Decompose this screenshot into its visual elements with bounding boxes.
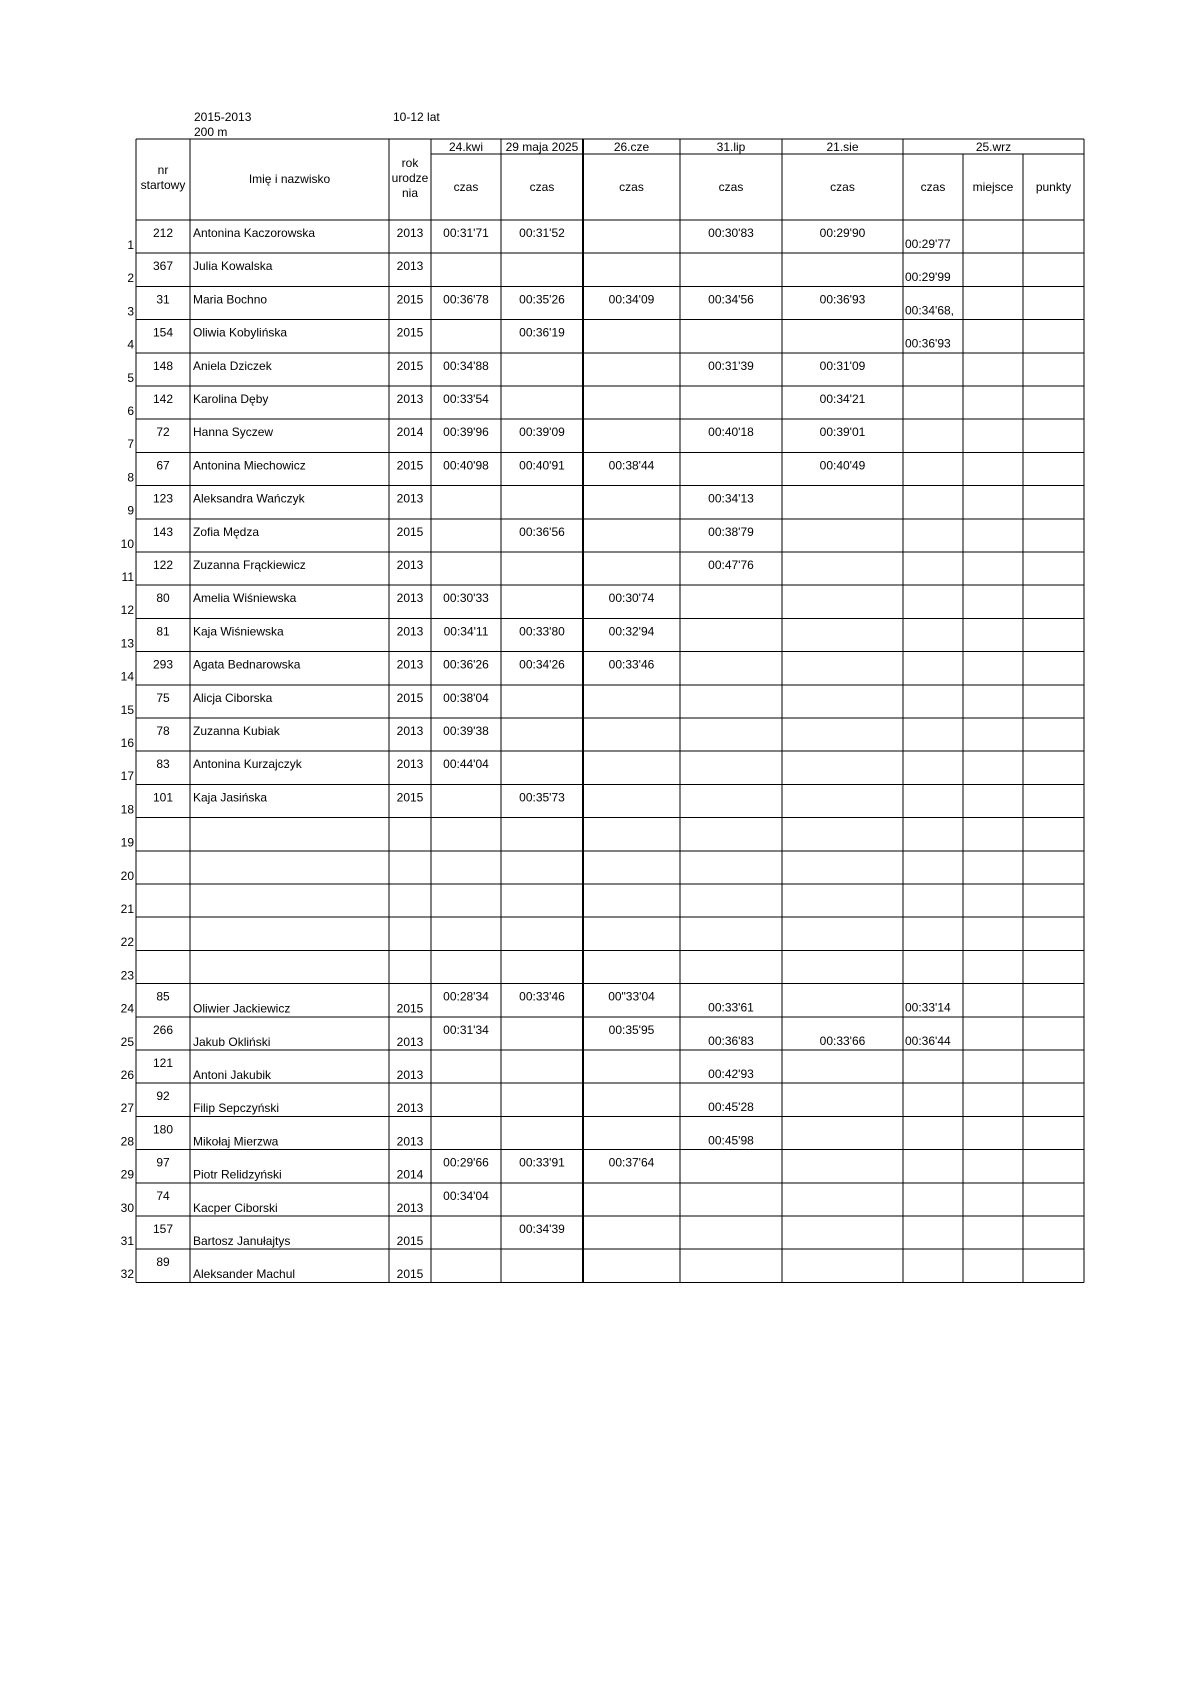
birth-year: 2015 <box>396 790 424 805</box>
time-value: 00:35'95 <box>608 1022 655 1037</box>
row-number: 32 <box>120 1267 134 1282</box>
header-miejsce: miejsce <box>972 180 1014 194</box>
birth-year: 2013 <box>396 591 424 606</box>
time-value: 00:31'09 <box>819 358 866 373</box>
row-number: 5 <box>127 370 134 385</box>
start-number: 142 <box>152 392 174 406</box>
birth-year: 2013 <box>396 624 424 639</box>
athlete-name: Aniela Dziczek <box>193 358 272 373</box>
time-value: 00:31'52 <box>519 226 565 240</box>
time-value: 00:29'77 <box>905 237 951 251</box>
date-header: 31.lip <box>716 140 746 154</box>
row-number: 10 <box>120 536 134 551</box>
athlete-name: Maria Bochno <box>193 292 268 307</box>
age-group-label: 10-12 lat <box>393 110 440 124</box>
start-number: 101 <box>152 790 174 805</box>
time-value: 00:30'33 <box>443 591 489 606</box>
time-value: 00:29'66 <box>443 1155 489 1170</box>
athlete-name: Aleksander Machul <box>193 1267 296 1282</box>
athlete-name: Agata Bednarowska <box>193 657 301 672</box>
time-value: 00:30'83 <box>708 226 754 240</box>
athlete-name: Kaja Wiśniewska <box>193 624 284 639</box>
row-number: 27 <box>120 1101 134 1116</box>
birth-year: 2015 <box>396 358 424 373</box>
time-value: 00:39'01 <box>819 425 866 440</box>
row-number: 2 <box>127 271 134 286</box>
time-value: 00:34'88 <box>443 358 489 373</box>
time-value: 00:33'46 <box>519 989 565 1004</box>
start-number: 80 <box>156 591 170 606</box>
birth-year: 2015 <box>396 1234 424 1248</box>
header-czas: czas <box>619 180 644 194</box>
birth-year: 2015 <box>396 325 424 340</box>
time-value: 00:44'04 <box>443 757 489 772</box>
birth-year: 2015 <box>396 1001 424 1016</box>
athlete-name: Oliwia Kobylińska <box>193 325 288 340</box>
athlete-name: Kaja Jasińska <box>193 790 268 805</box>
time-value: 00:31'71 <box>443 226 489 240</box>
athlete-name: Bartosz Janułajtys <box>193 1234 291 1248</box>
athlete-name: Antonina Miechowicz <box>193 458 306 473</box>
birth-year: 2013 <box>396 1134 424 1149</box>
start-number: 143 <box>152 524 174 539</box>
time-value: 00:37'64 <box>608 1155 655 1170</box>
time-value: 00:36'78 <box>443 292 489 307</box>
time-value: 00:39'09 <box>519 425 565 440</box>
birth-year: 2015 <box>396 690 424 705</box>
start-number: 75 <box>156 690 170 705</box>
athlete-name: Oliwier Jackiewicz <box>193 1001 291 1016</box>
row-number: 6 <box>127 404 134 418</box>
row-number: 9 <box>127 503 134 518</box>
years-label: 2015-2013 <box>194 110 252 124</box>
header-punkty: punkty <box>1035 180 1072 194</box>
time-value: 00:34'39 <box>519 1222 565 1236</box>
time-value: 00:35'73 <box>519 790 565 805</box>
time-value: 00:42'93 <box>708 1067 754 1081</box>
birth-year: 2013 <box>396 259 424 274</box>
row-number: 24 <box>120 1001 134 1016</box>
start-number: 83 <box>156 757 170 772</box>
birth-year: 2013 <box>396 657 424 672</box>
time-value: 00:34'04 <box>443 1188 489 1203</box>
time-value: 00:33'91 <box>519 1155 565 1170</box>
time-value: 00:40'98 <box>443 458 489 473</box>
time-value: 00:34'68, <box>905 303 955 318</box>
time-value: 00:34'21 <box>819 392 866 406</box>
header-nr: nr <box>157 163 169 177</box>
start-number: 74 <box>156 1188 170 1203</box>
start-number: 72 <box>156 425 170 440</box>
birth-year: 2013 <box>396 1068 424 1082</box>
row-number: 20 <box>120 868 134 883</box>
start-number: 97 <box>156 1155 170 1170</box>
start-number: 78 <box>156 724 170 738</box>
row-number: 21 <box>120 902 134 916</box>
time-value: 00:36'93 <box>905 336 951 351</box>
time-value: 00:29'90 <box>819 226 866 240</box>
time-value: 00:36'83 <box>708 1033 754 1048</box>
row-number: 11 <box>121 570 134 584</box>
time-value: 00:34'09 <box>608 292 655 307</box>
start-number: 121 <box>152 1056 174 1070</box>
start-number: 266 <box>152 1022 174 1037</box>
athlete-name: Aleksandra Wańczyk <box>193 491 305 506</box>
time-value: 00:40'18 <box>708 425 754 440</box>
start-number: 180 <box>152 1122 174 1137</box>
athlete-name: Karolina Dęby <box>193 392 269 406</box>
time-value: 00:39'38 <box>443 724 489 738</box>
row-number: 1 <box>127 238 134 252</box>
time-value: 00:38'79 <box>708 524 754 539</box>
start-number: 89 <box>156 1255 170 1270</box>
athlete-name: Antonina Kaczorowska <box>193 226 316 240</box>
birth-year: 2014 <box>396 425 424 440</box>
time-value: 00:45'28 <box>708 1100 754 1115</box>
time-value: 00:34'26 <box>519 657 565 672</box>
time-value: 00:40'91 <box>519 458 565 473</box>
time-value: 00:35'26 <box>519 292 565 307</box>
birth-year: 2013 <box>396 558 424 572</box>
athlete-name: Antonina Kurzajczyk <box>193 757 302 772</box>
time-value: 00:33'46 <box>608 657 655 672</box>
birth-year: 2013 <box>396 491 424 506</box>
start-number: 148 <box>152 358 174 373</box>
time-value: 00:33'66 <box>819 1033 866 1048</box>
row-number: 25 <box>120 1034 134 1049</box>
header-year-urodze: urodze <box>391 171 429 185</box>
birth-year: 2013 <box>396 757 424 772</box>
birth-year: 2013 <box>396 1200 424 1215</box>
header-name: Imię i nazwisko <box>248 172 331 186</box>
athlete-name: Mikołaj Mierzwa <box>193 1134 279 1149</box>
row-number: 14 <box>120 669 134 684</box>
athlete-name: Kacper Ciborski <box>193 1200 278 1215</box>
time-value: 00"33'04 <box>608 989 655 1004</box>
row-number: 4 <box>127 337 134 352</box>
athlete-name: Zofia Mędza <box>193 524 260 539</box>
birth-year: 2013 <box>396 392 424 406</box>
athlete-name: Zuzanna Kubiak <box>193 724 280 738</box>
time-value: 00:39'96 <box>443 425 489 440</box>
header-czas: czas <box>920 180 946 194</box>
row-number: 3 <box>127 304 134 319</box>
time-value: 00:31'34 <box>443 1022 489 1037</box>
birth-year: 2013 <box>396 226 424 240</box>
athlete-name: Hanna Syczew <box>193 425 274 440</box>
time-value: 00:28'34 <box>443 989 489 1004</box>
date-header: 29 maja 2025 <box>505 140 579 154</box>
time-value: 00:29'99 <box>905 270 951 285</box>
time-value: 00:34'13 <box>708 491 754 506</box>
date-header: 21.sie <box>826 140 859 154</box>
start-number: 212 <box>152 226 174 240</box>
row-number: 16 <box>120 736 134 750</box>
date-header: 25.wrz <box>975 140 1012 154</box>
row-number: 28 <box>120 1134 134 1149</box>
time-value: 00:47'76 <box>708 558 754 572</box>
time-value: 00:36'19 <box>519 325 565 340</box>
time-value: 00:34'11 <box>443 624 489 639</box>
time-value: 00:45'98 <box>708 1133 754 1148</box>
birth-year: 2014 <box>396 1167 424 1182</box>
birth-year: 2013 <box>396 1101 424 1116</box>
athlete-name: Zuzanna Frąckiewicz <box>193 558 306 572</box>
row-number: 18 <box>120 802 134 817</box>
birth-year: 2013 <box>396 724 424 738</box>
row-number: 31 <box>120 1234 134 1248</box>
header-czas: czas <box>718 180 744 194</box>
start-number: 67 <box>156 458 170 473</box>
row-number: 23 <box>120 968 134 983</box>
time-value: 00:32'94 <box>608 624 655 639</box>
athlete-name: Filip Sepczyński <box>193 1101 280 1116</box>
row-number: 7 <box>127 437 134 452</box>
date-header: 24.kwi <box>448 140 484 154</box>
row-number: 15 <box>120 702 134 717</box>
time-value: 00:34'56 <box>708 292 754 307</box>
athlete-name: Julia Kowalska <box>193 259 273 274</box>
header-year-nia: nia <box>401 186 419 200</box>
start-number: 293 <box>152 657 174 672</box>
start-number: 154 <box>152 325 174 340</box>
birth-year: 2015 <box>396 524 424 539</box>
time-value: 00:38'44 <box>608 458 655 473</box>
birth-year: 2015 <box>396 1267 424 1282</box>
time-value: 00:33'14 <box>905 1000 951 1015</box>
row-number: 19 <box>120 835 134 850</box>
birth-year: 2015 <box>396 458 424 473</box>
athlete-name: Amelia Wiśniewska <box>193 591 297 606</box>
row-number: 29 <box>120 1167 134 1182</box>
time-value: 00:33'80 <box>519 624 565 639</box>
header-czas: czas <box>529 180 555 194</box>
start-number: 85 <box>156 989 170 1004</box>
date-header: 26.cze <box>613 140 650 154</box>
row-number: 13 <box>120 636 134 651</box>
row-number: 22 <box>120 935 134 950</box>
time-value: 00:31'39 <box>708 358 754 373</box>
header-nr-startowy: startowy <box>140 178 186 192</box>
time-value: 00:40'49 <box>819 458 866 473</box>
distance-label: 200 m <box>194 125 228 139</box>
start-number: 157 <box>152 1222 174 1236</box>
header-czas: czas <box>453 180 479 194</box>
row-number: 12 <box>120 603 134 618</box>
header-czas: czas <box>830 180 855 194</box>
birth-year: 2013 <box>396 1034 424 1049</box>
birth-year: 2015 <box>396 292 424 307</box>
row-number: 17 <box>120 769 134 784</box>
time-value: 00:36'44 <box>905 1033 951 1048</box>
row-number: 26 <box>120 1068 134 1082</box>
time-value: 00:33'54 <box>443 392 489 406</box>
time-value: 00:33'61 <box>708 1000 754 1015</box>
start-number: 123 <box>152 491 174 506</box>
athlete-name: Jakub Okliński <box>193 1034 271 1049</box>
time-value: 00:36'26 <box>443 657 489 672</box>
start-number: 81 <box>156 624 170 639</box>
start-number: 92 <box>156 1089 170 1104</box>
athlete-name: Antoni Jakubik <box>193 1068 272 1082</box>
time-value: 00:36'56 <box>519 524 565 539</box>
athlete-name: Alicja Ciborska <box>193 690 273 705</box>
time-value: 00:36'93 <box>819 292 866 307</box>
start-number: 367 <box>152 259 174 274</box>
time-value: 00:38'04 <box>443 690 489 705</box>
start-number: 122 <box>152 558 174 572</box>
athlete-name: Piotr Relidzyński <box>193 1167 282 1182</box>
row-number: 30 <box>120 1200 134 1215</box>
start-number: 31 <box>156 292 170 307</box>
time-value: 00:30'74 <box>608 591 655 606</box>
row-number: 8 <box>127 470 134 485</box>
header-year-rok: rok <box>401 156 419 170</box>
